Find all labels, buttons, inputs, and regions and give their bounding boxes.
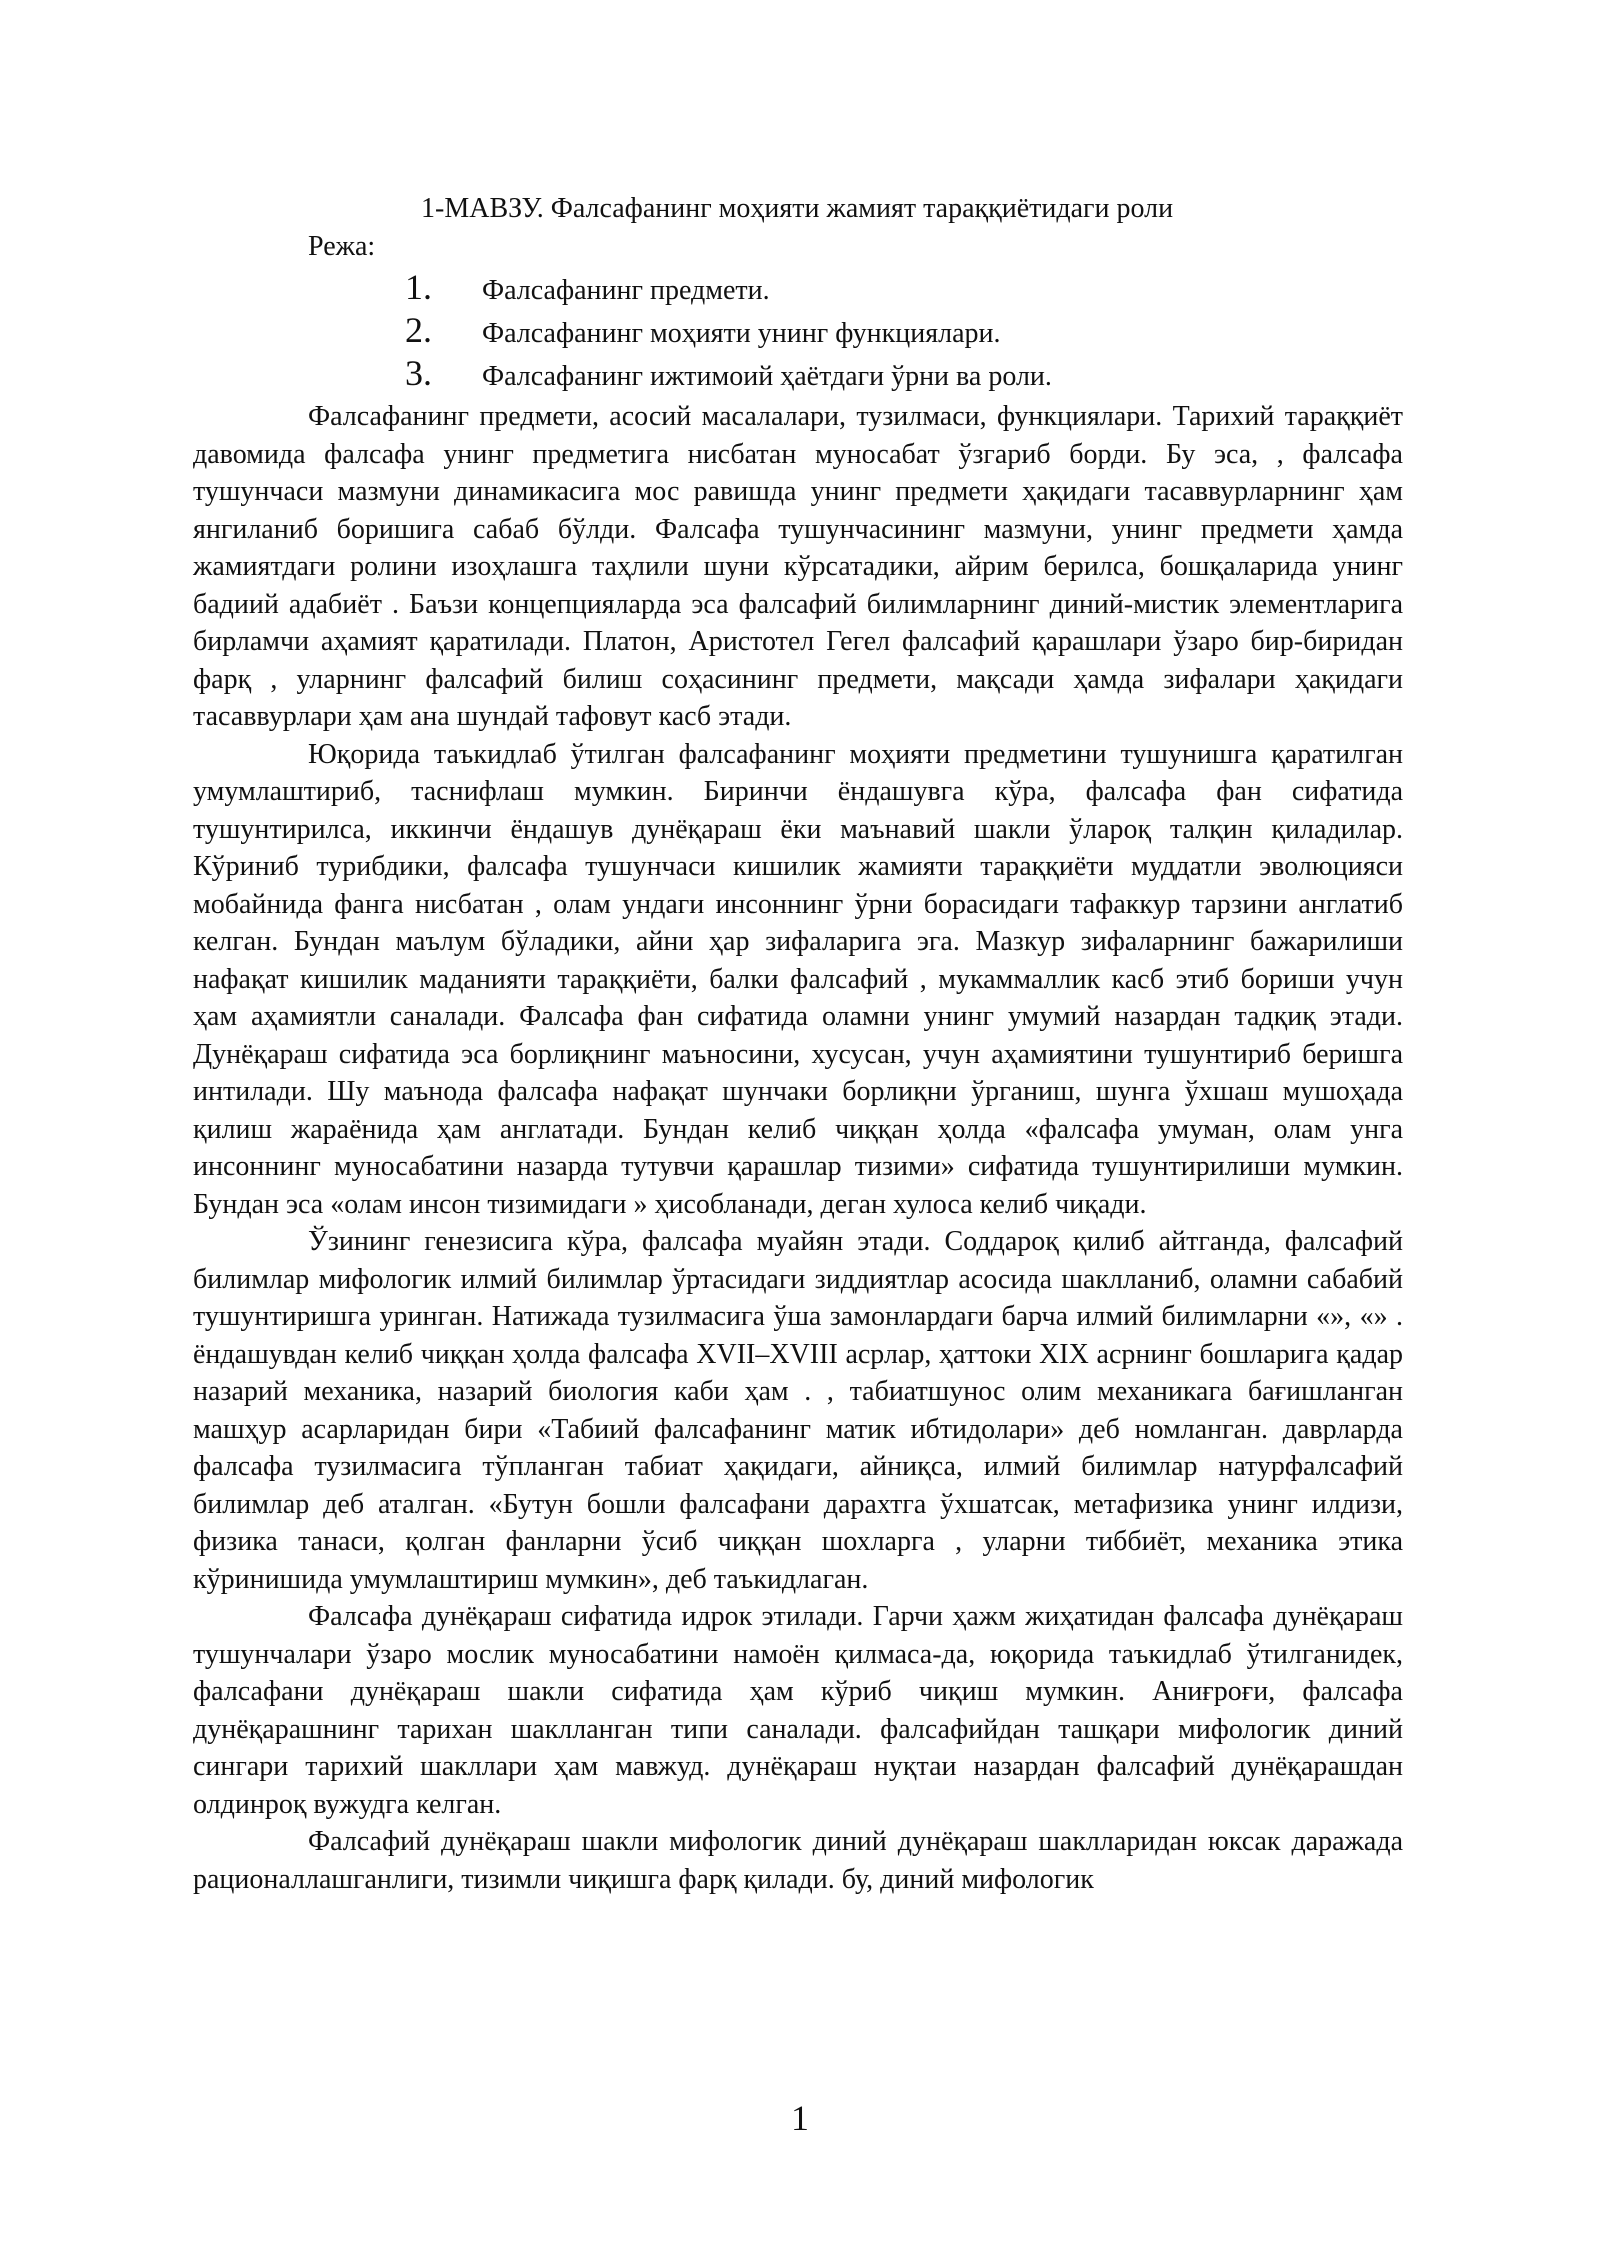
body-paragraph: Ўзининг генезисига кўра, фалсафа муайян этади. Соддароқ қилиб айтганда, фалсафий билимлар мифологик илмий билимлар ўртасидаги зиддиятлар асосида шаклланиб, оламни сабабий тушунтиришга уринган. Натижада тузилмасига ўша замонлардаги барча илмий билимларни «», «» . ёндашувдан келиб чиққан ҳолда фалсафа XVII–XVIII асрлар, ҳаттоки XIX асрнинг бошларига қадар назарий механика, назарий биология каби ҳам . , табиатшунос олим механикага бағишланган машҳур асарларидан бири «Табиий фалсафанинг матик ибтидолари» деб номланган. даврларда фалсафа тузилмасига тўпланган табиат ҳақидаги, айниқса, илмий билимлар натурфалсафий билимлар деб аталган. «Бутун бошли фалсафани дарахтга ўхшатсак, метафизика унинг илдизи, физика танаси, қолган фанларни ўсиб чиққан шохларга , уларни тиббиёт, механика этика кўринишида умумлаштириш мумкин», деб таъкидлаган. bbox=[193, 1226, 1403, 1595]
body-paragraph: Юқорида таъкидлаб ўтилган фалсафанинг моҳияти предметини тушунишга қаратилган умумлаштириб, таснифлаш мумкин. Биринчи ёндашувга кўра, фалсафа фан сифатида тушунтирилса, иккинчи ёндашув дунёқараш ёки маънавий шакли ўлароқ талқин қиладилар. Кўриниб турибдики, фалсафа тушунчаси кишилик жамияти тараққиёти муддатли эволюцияси мобайнида фанга нисбатан , олам ундаги инсоннинг ўрни борасидаги тафаккур тарзини англатиб келган. Бундан маълум бўладики, айни ҳар зифаларига эга. Мазкур зифаларнинг бажарилиши нафақат кишилик маданияти тараққиёти, балки фалсафий , мукаммаллик касб этиб бориши учун ҳам аҳамиятли саналади. Фалсафа фан сифатида оламни унинг умумий назардан тадқиқ этади. Дунёқараш сифатида эса борлиқнинг маъносини, хусусан, учун аҳамиятини тушунтириб беришга интилади. Шу маънода фалсафа нафақат шунчаки борлиқни ўрганиш, шунга ўхшаш мушоҳада қилиш жараёнида ҳам англатади. Бундан келиб чиққан ҳолда «фалсафа умуман, олам унга инсоннинг муносабатини назарда тутувчи қарашлар тизими» сифатида тушунтирилиши мумкин. Бундан эса «олам инсон тизимидаги » ҳисобланади, деган хулоса келиб чиқади. bbox=[193, 738, 1403, 1220]
plan-item bbox=[193, 312, 1403, 355]
plan-item-text: Фалсафанинг ижтимоий ҳаётдаги ўрни ва роли. bbox=[482, 361, 1052, 392]
plan-item bbox=[193, 355, 1403, 398]
plan-item-text: Фалсафанинг моҳияти унинг функциялари. bbox=[482, 318, 1001, 349]
plan-item-number: 2. bbox=[405, 310, 432, 350]
document-title: 1-МАВЗУ. Фалсафанинг моҳияти жамият тараққиётидаги роли bbox=[421, 193, 1174, 224]
body-paragraph: Фалсафанинг предмети, асосий масалалари, тузилмаси, функциялари. Тарихий тараққиёт давомида фалсафа унинг предметига нисбатан муносабат ўзгариб борди. Бу эса, , фалсафа тушунчаси мазмуни динамикасига мос равишда унинг предмети ҳақидаги тасаввурларнинг ҳам янгиланиб боришига сабаб бўлди. Фалсафа тушунчасининг мазмуни, унинг предмети ҳамда жамиятдаги ролини изоҳлашга таҳлили шуни кўрсатадики, айрим берилса, бошқаларида унинг бадиий адабиёт . Баъзи концепцияларда эса фалсафий билимларнинг диний-мистик элементларига бирламчи аҳамият қаратилади. Платон, Аристотел Гегел фалсафий қарашлари ўзаро бир-биридан фарқ , уларнинг фалсафий билиш соҳасининг предмети, мақсади ҳамда зифалари ҳақидаги тасаввурлари ҳам ана шундай тафовут касб этади. bbox=[193, 401, 1403, 732]
body-paragraph: Фалсафий дунёқараш шакли мифологик диний дунёқараш шаклларидан юксак даражада рационаллашганлиги, тизимли чиқишга фарқ қилади. бу, диний мифологик bbox=[193, 1826, 1403, 1895]
body-paragraph: Фалсафа дунёқараш сифатида идрок этилади. Гарчи ҳажм жиҳатидан фалсафа дунёқараш тушунчалари ўзаро мослик муносабатини намоён қилмаса-да, юқорида таъкидлаб ўтилганидек, фалсафани дунёқараш шакли сифатида ҳам кўриб чиқиш мумкин. Аниғроғи, фалсафа дунёқарашнинг тарихан шаклланган типи саналади. фалсафийдан ташқари мифологик диний сингари тарихий шакллари ҳам мавжуд. дунёқараш нуқтаи назардан фалсафий дунёқарашдан олдинроқ вужудга келган. bbox=[193, 1601, 1403, 1820]
page-number: 1 bbox=[791, 2098, 809, 2138]
plan-item bbox=[193, 269, 1403, 312]
document-body bbox=[193, 190, 1403, 1898]
plan-list bbox=[193, 269, 1403, 398]
plan-item-number: 1. bbox=[405, 267, 432, 307]
plan-label: Режа: bbox=[308, 230, 376, 262]
plan-item-text: Фалсафанинг предмети. bbox=[482, 275, 770, 306]
plan-item-number: 3. bbox=[405, 353, 432, 393]
